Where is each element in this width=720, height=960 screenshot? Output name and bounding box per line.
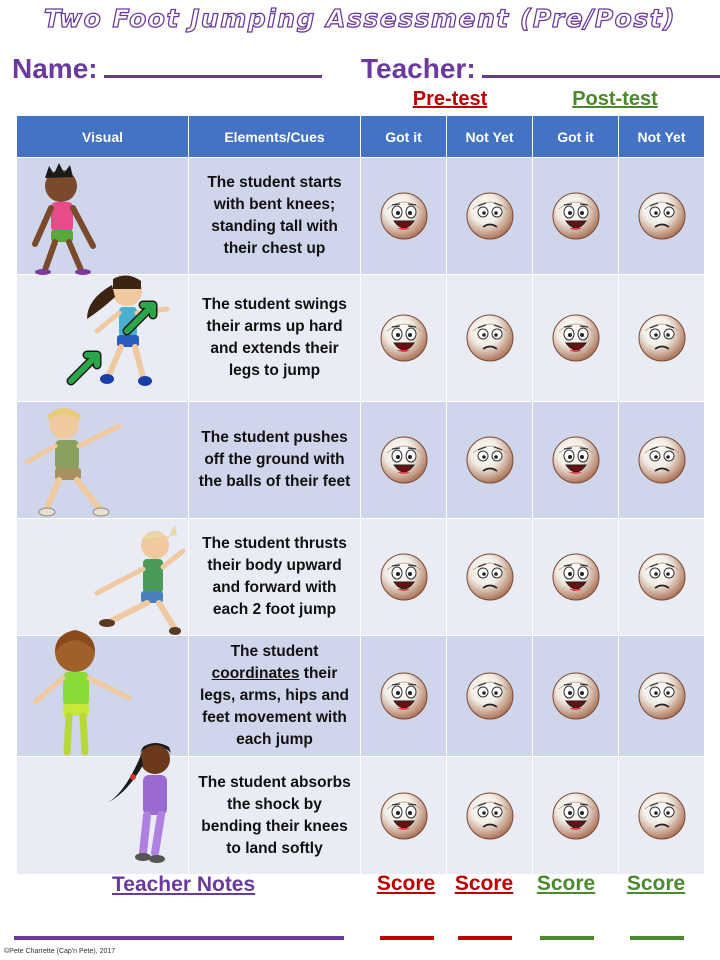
pre-got-it-cell[interactable]	[361, 636, 447, 757]
visual-cell	[17, 519, 189, 636]
happy-face-icon[interactable]	[379, 552, 429, 602]
post-not-yet-score-line[interactable]	[630, 936, 684, 940]
cue-text: The student thrusts their body upward and forward with each 2 foot jump	[189, 519, 361, 636]
post-not-yet-cell[interactable]	[619, 158, 705, 275]
pre-not-yet-cell[interactable]	[447, 519, 533, 636]
cue-text: The student swings their arms up hard and extends their legs to jump	[189, 275, 361, 402]
post-got-it-cell[interactable]	[533, 636, 619, 757]
happy-face-icon[interactable]	[379, 313, 429, 363]
child-leaping-figure	[87, 521, 197, 636]
page-title: Two Foot Jumping Assessment (Pre/Post)	[43, 4, 677, 33]
assessment-table	[16, 115, 705, 875]
happy-face-icon[interactable]	[551, 791, 601, 841]
pre-got-it-cell[interactable]	[361, 519, 447, 636]
teacher-notes-label: Teacher Notes	[112, 873, 256, 896]
pre-not-yet-cell[interactable]	[447, 158, 533, 275]
header-visual: Visual	[17, 116, 189, 158]
worried-face-icon[interactable]	[637, 671, 687, 721]
post-not-yet-cell[interactable]	[619, 275, 705, 402]
visual-cell	[17, 402, 189, 519]
pre-got-it-cell[interactable]	[361, 402, 447, 519]
worried-face-icon[interactable]	[465, 435, 515, 485]
visual-cell	[17, 757, 189, 875]
pre-not-yet-cell[interactable]	[447, 757, 533, 875]
pre-not-yet-cell[interactable]	[447, 636, 533, 757]
happy-face-icon[interactable]	[551, 671, 601, 721]
visual-cell	[17, 275, 189, 402]
table-row	[17, 158, 705, 275]
worried-face-icon[interactable]	[637, 552, 687, 602]
cue-text-start: The student	[230, 643, 319, 660]
post-not-yet-cell[interactable]	[619, 757, 705, 875]
worried-face-icon[interactable]	[637, 791, 687, 841]
table-row	[17, 519, 705, 636]
name-label: Name:	[12, 53, 98, 84]
cue-text: The student starts with bent knees; standing tall with their chest up	[189, 158, 361, 275]
happy-face-icon[interactable]	[379, 671, 429, 721]
up-arrow-icon	[121, 293, 165, 337]
worried-face-icon[interactable]	[637, 435, 687, 485]
cue-text-underlined: coordinates	[211, 665, 300, 682]
teacher-blank-line[interactable]	[482, 52, 720, 78]
pre-not-yet-cell[interactable]	[447, 402, 533, 519]
copyright-text: ©Pete Charrette (Cap'n Pete), 2017	[4, 948, 116, 955]
pre-got-it-cell[interactable]	[361, 275, 447, 402]
cue-text-end: their legs, arms, hips and feet movement with each jump	[199, 665, 350, 748]
worried-face-icon[interactable]	[637, 191, 687, 241]
header-post-got-it: Got it	[533, 116, 619, 158]
table-row	[17, 757, 705, 875]
pre-test-heading: Pre-test	[412, 88, 488, 110]
child-pushing-off-figure	[19, 400, 139, 520]
pre-not-yet-cell[interactable]	[447, 275, 533, 402]
table-row	[17, 275, 705, 402]
pre-got-it-score-label: Score	[376, 872, 436, 895]
header-row	[17, 116, 705, 158]
worried-face-icon[interactable]	[465, 552, 515, 602]
cue-text	[189, 636, 361, 757]
pre-not-yet-score-label: Score	[454, 872, 514, 895]
pre-not-yet-score-line[interactable]	[458, 936, 512, 940]
header-elements-cues: Elements/Cues	[189, 116, 361, 158]
visual-cell	[17, 158, 189, 275]
post-got-it-score-line[interactable]	[540, 936, 594, 940]
worried-face-icon[interactable]	[465, 191, 515, 241]
post-not-yet-cell[interactable]	[619, 636, 705, 757]
header-pre-not-yet: Not Yet	[447, 116, 533, 158]
post-not-yet-cell[interactable]	[619, 402, 705, 519]
post-not-yet-cell[interactable]	[619, 519, 705, 636]
cue-text: The student absorbs the shock by bending their knees to land softly	[189, 757, 361, 875]
name-blank-line[interactable]	[104, 52, 322, 78]
post-got-it-cell[interactable]	[533, 757, 619, 875]
happy-face-icon[interactable]	[379, 791, 429, 841]
happy-face-icon[interactable]	[551, 313, 601, 363]
header-pre-got-it: Got it	[361, 116, 447, 158]
header-post-not-yet: Not Yet	[619, 116, 705, 158]
post-got-it-cell[interactable]	[533, 275, 619, 402]
cue-text: The student pushes off the ground with the balls of their feet	[189, 402, 361, 519]
up-arrow-icon	[65, 343, 109, 387]
teacher-field[interactable]	[361, 52, 720, 85]
happy-face-icon[interactable]	[551, 191, 601, 241]
worried-face-icon[interactable]	[465, 313, 515, 363]
worried-face-icon[interactable]	[465, 671, 515, 721]
post-not-yet-score-label: Score	[626, 872, 686, 895]
child-landing-figure	[97, 733, 187, 873]
child-standing-figure	[23, 160, 113, 275]
happy-face-icon[interactable]	[379, 435, 429, 485]
post-got-it-score-label: Score	[536, 872, 596, 895]
worried-face-icon[interactable]	[637, 313, 687, 363]
teacher-label: Teacher:	[361, 53, 476, 84]
post-got-it-cell[interactable]	[533, 158, 619, 275]
post-got-it-cell[interactable]	[533, 519, 619, 636]
teacher-notes-line[interactable]	[14, 936, 344, 940]
pre-got-it-score-line[interactable]	[380, 936, 434, 940]
post-test-heading: Post-test	[572, 88, 658, 110]
post-got-it-cell[interactable]	[533, 402, 619, 519]
happy-face-icon[interactable]	[551, 435, 601, 485]
worried-face-icon[interactable]	[465, 791, 515, 841]
happy-face-icon[interactable]	[551, 552, 601, 602]
happy-face-icon[interactable]	[379, 191, 429, 241]
pre-got-it-cell[interactable]	[361, 757, 447, 875]
table-row	[17, 402, 705, 519]
pre-got-it-cell[interactable]	[361, 158, 447, 275]
name-field[interactable]	[12, 52, 322, 85]
